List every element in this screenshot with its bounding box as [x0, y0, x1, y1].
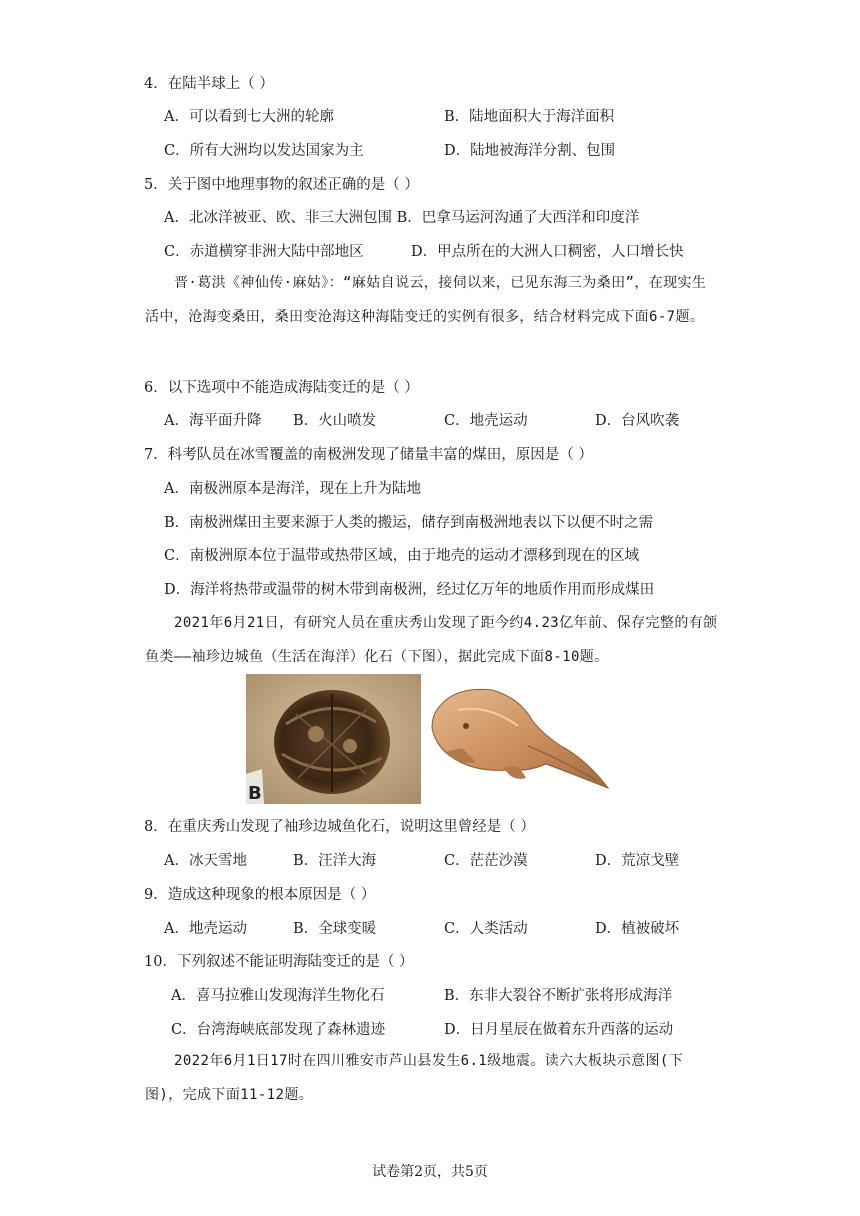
question-4-option-d[interactable]: D．陆地被海洋分割、包围 — [444, 143, 616, 159]
photo-scale-label: B — [248, 783, 262, 804]
question-8-stem: 8．在重庆秀山发现了袖珍边城鱼化石，说明这里曾经是（ ） — [144, 819, 535, 835]
question-7-option-d[interactable]: D．海洋将热带或温带的树木带到南极洲，经过亿万年的地质作用而形成煤田 — [164, 582, 655, 598]
question-5-option-c[interactable]: C．赤道横穿非洲大陆中部地区 — [164, 244, 364, 260]
question-5-options-ab[interactable]: A．北冰洋被亚、欧、非三大洲包围 B．巴拿马运河沟通了大西洋和印度洋 — [164, 210, 640, 226]
question-4-option-a[interactable]: A．可以看到七大洲的轮廓 — [164, 109, 334, 125]
question-10-option-b[interactable]: B．东非大裂谷不断扩张将形成海洋 — [444, 988, 673, 1004]
material-paragraph-1: 晋·葛洪《神仙传·麻姑》：“麻姑自说云，接伺以来，已见东海三为桑田”，在现实生活中，沧海变桑田，桑田变沧海这种海陆变迁的实例有很多，结合材料完成下面6-7题。 — [145, 275, 707, 325]
question-7-option-b[interactable]: B．南极洲煤田主要来源于人类的搬运，储存到南极洲地表以下以便不时之需 — [164, 515, 654, 531]
question-6-option-a[interactable]: A．海平面升降 — [164, 413, 262, 429]
question-4-option-b[interactable]: B．陆地面积大于海洋面积 — [444, 109, 615, 125]
question-8-option-d[interactable]: D．荒凉戈壁 — [595, 853, 680, 869]
question-7-option-a[interactable]: A．南极洲原本是海洋，现在上升为陆地 — [164, 481, 421, 497]
question-9-stem: 9．造成这种现象的根本原因是（ ） — [144, 887, 376, 903]
page-footer: 试卷第2页，共5页 — [372, 1164, 488, 1180]
material-paragraph-3: 2022年6月1日17时在四川雅安市芦山县发生6.1级地震。读六大板块示意图(下图)，完成下面11-12题。 — [145, 1053, 684, 1103]
question-4-option-c[interactable]: C．所有大洲均以发达国家为主 — [164, 143, 364, 159]
question-10-stem: 10．下列叙述不能证明海陆变迁的是（ ） — [144, 954, 414, 970]
question-9-option-c[interactable]: C．人类活动 — [444, 921, 528, 937]
question-6-option-c[interactable]: C．地壳运动 — [444, 413, 528, 429]
fish-reconstruction-image — [428, 680, 610, 795]
question-4-stem: 4．在陆半球上（ ） — [144, 76, 274, 92]
question-10-option-d[interactable]: D．日月星辰在做着东升西落的运动 — [444, 1022, 674, 1038]
question-6-option-b[interactable]: B．火山喷发 — [293, 413, 377, 429]
question-5-option-d[interactable]: D．甲点所在的大洲人口稠密，人口增长快 — [411, 244, 684, 260]
question-9-option-b[interactable]: B．全球变暖 — [293, 921, 377, 937]
question-7-stem: 7．科考队员在冰雪覆盖的南极洲发现了储量丰富的煤田，原因是（ ） — [144, 447, 593, 463]
question-8-option-a[interactable]: A．冰天雪地 — [164, 853, 247, 869]
question-9-option-d[interactable]: D．植被破坏 — [595, 921, 680, 937]
question-7-option-c[interactable]: C．南极洲原本位于温带或热带区域，由于地壳的运动才漂移到现在的区域 — [164, 548, 640, 564]
question-9-option-a[interactable]: A．地壳运动 — [164, 921, 247, 937]
question-10-option-c[interactable]: C．台湾海峡底部发现了森林遗迹 — [171, 1022, 386, 1038]
question-6-option-d[interactable]: D．台风吹袭 — [595, 413, 680, 429]
fish-fossil-photo — [246, 674, 421, 804]
question-5-stem: 5．关于图中地理事物的叙述正确的是（ ） — [144, 177, 419, 193]
question-10-option-a[interactable]: A．喜马拉雅山发现海洋生物化石 — [171, 988, 385, 1004]
material-paragraph-2: 2021年6月21日，有研究人员在重庆秀山发现了距今约4.23亿年前、保存完整的有颌鱼类——袖珍边城鱼（生活在海洋）化石（下图），据此完成下面8-10题。 — [145, 615, 718, 665]
question-8-option-b[interactable]: B．汪洋大海 — [293, 853, 377, 869]
question-8-option-c[interactable]: C．茫茫沙漠 — [444, 853, 528, 869]
question-6-stem: 6．以下选项中不能造成海陆变迁的是（ ） — [144, 380, 419, 396]
